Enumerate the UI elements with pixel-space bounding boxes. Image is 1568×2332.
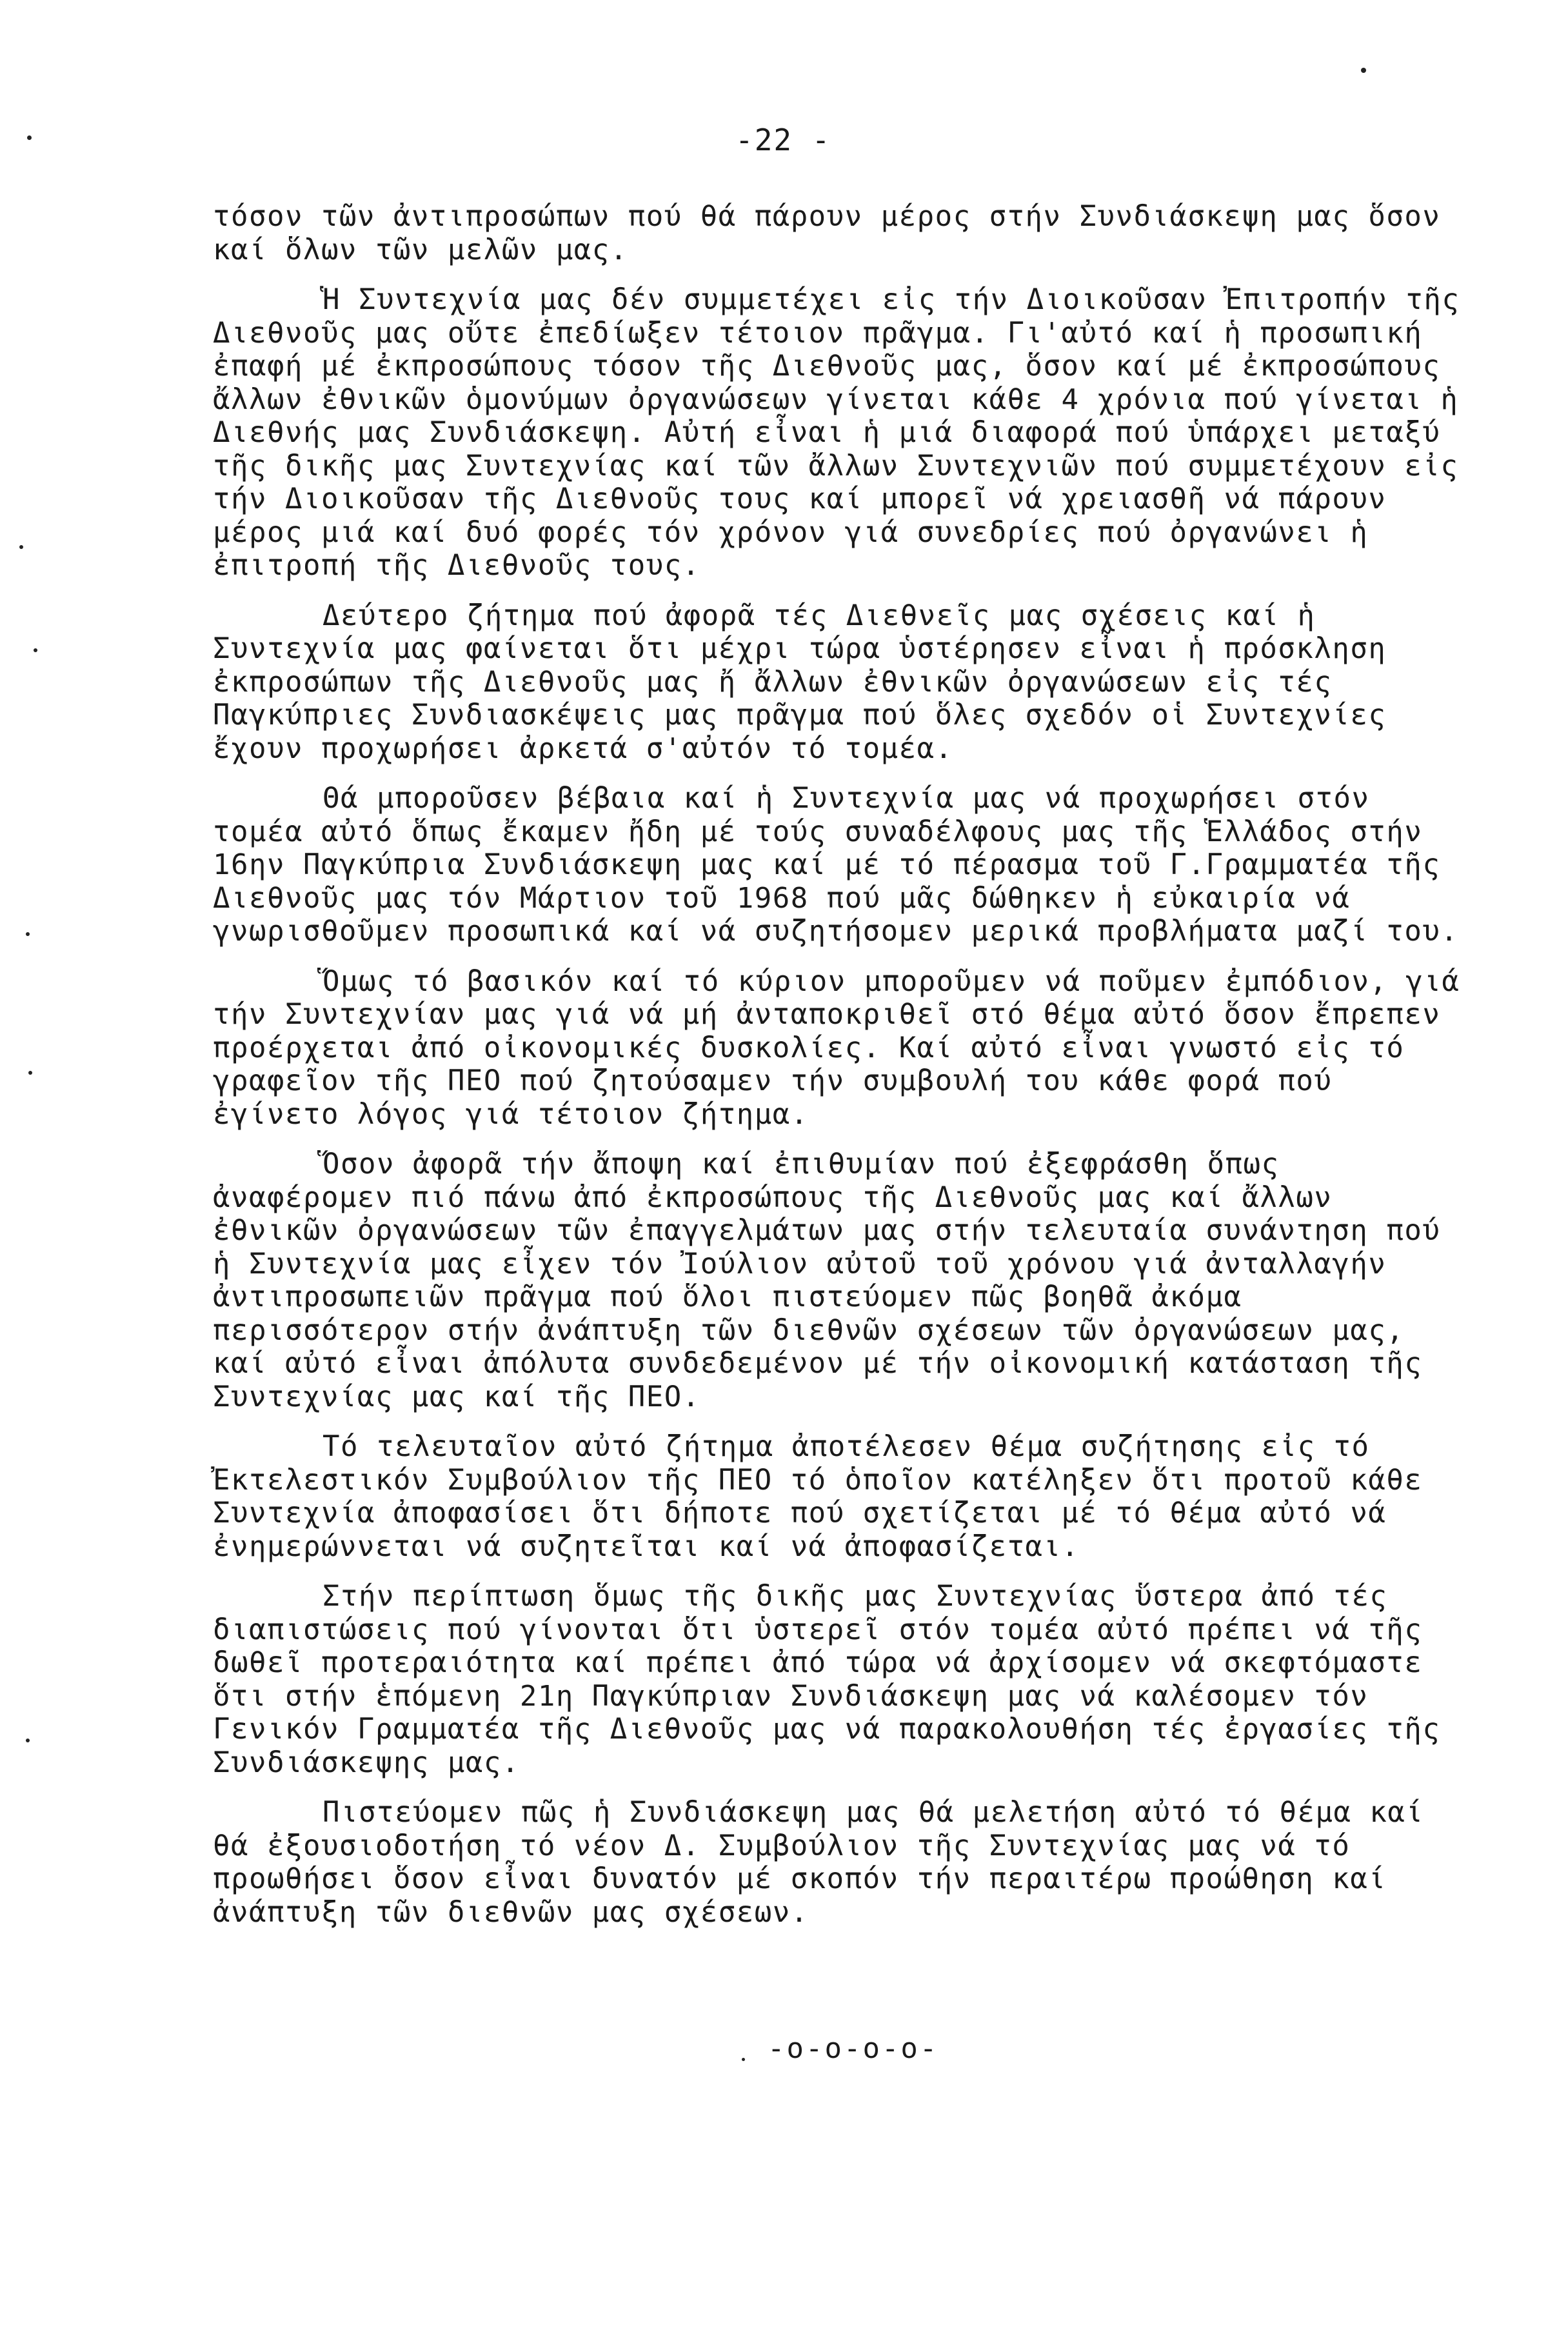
scan-speck	[27, 135, 32, 140]
end-mark: -o-o-o-o-	[768, 2032, 939, 2065]
scan-speck	[742, 2058, 745, 2061]
paragraph-6: Ὅσον ἀφορᾶ τήν ἄποψη καί ἐπιθυμίαν πού ἐξεφράσθη ὅπως ἀναφέρομεν πιό πάνω ἀπό ἐκπροσώπους τῆς Διεθνοῦς μας καί ἄλλων ἐθνικῶν ὀργανώσεων τῶν ἐπαγγελμάτων μας στήν τελευταία συνάντηση πού ἡ Συντεχνία μας εἶχεν τόν Ἰούλιον αὐτοῦ τοῦ χρόνου γιά ἀνταλλαγήν ἀντιπροσωπειῶν πρᾶγμα πού ὅλοι πιστεύομεν πῶς βοηθᾶ ἀκόμα περισσότερον στήν ἀνάπτυξη τῶν διεθνῶν σχέσεων τῶν ὀργανώσεων μας, καί αὐτό εἶναι ἀπόλυτα συνδεδεμένον μέ τήν οἰκονομική κατάσταση τῆς Συντεχνίας μας καί τῆς ΠΕΟ.	[213, 1148, 1441, 1413]
scan-speck	[1361, 68, 1366, 73]
scan-speck	[19, 545, 23, 549]
scan-speck	[34, 648, 37, 652]
paragraph-7: Τό τελευταῖον αὐτό ζήτημα ἀποτέλεσεν θέμα συζήτησης εἰς τό Ἐκτελεστικόν Συμβούλιον τῆς ΠΕΟ τό ὁποῖον κατέληξεν ὅτι προτοῦ κάθε Συντεχνία ἀποφασίσει ὅτι δήποτε πού σχετίζεται μέ τό θέμα αὐτό νά ἐνημερώννεται νά συζητεῖται καί νά ἀποφασίζεται.	[213, 1430, 1423, 1563]
paragraph-8: Στήν περίπτωση ὅμως τῆς δικῆς μας Συντεχνίας ὕστερα ἀπό τές διαπιστώσεις πού γίνονται ὅτι ὑστερεῖ στόν τομέα αὐτό πρέπει νά τῆς δωθεῖ προτεραιότητα καί πρέπει ἀπό τώρα νά ἀρχίσομεν νά σκεφτόμαστε ὅτι στήν ἑπόμενη 21η Παγκύπριαν Συνδιάσκεψη μας νά καλέσομεν τόν Γενικόν Γραμματέα τῆς Διεθνοῦς μας νά παρακολουθήση τές ἐργασίες τῆς Συνδιάσκεψης μας.	[213, 1580, 1441, 1779]
paragraph-2: Ἡ Συντεχνία μας δέν συμμετέχει εἰς τήν Διοικοῦσαν Ἐπιτροπήν τῆς Διεθνοῦς μας οὔτε ἐπεδίωξεν τέτοιον πρᾶγμα. Γι'αὐτό καί ἡ προσωπική ἐπαφή μέ ἐκπροσώπους τόσον τῆς Διεθνοῦς μας, ὅσον καί μέ ἐκπροσώπους ἄλλων ἐθνικῶν ὁμονύμων ὀργανώσεων γίνεται κάθε 4 χρόνια πού γίνεται ἡ Διεθνής μας Συνδιάσκεψη. Αὐτή εἶναι ἡ μιά διαφορά πού ὑπάρχει μεταξύ τῆς δικῆς μας Συντεχνίας καί τῶν ἄλλων Συντεχνιῶν πού συμμετέχουν εἰς τήν Διοικοῦσαν τῆς Διεθνοῦς τους καί μπορεῖ νά χρειασθῆ νά πάρουν μέρος μιά καί δυό φορές τόν χρόνον γιά συνεδρίες πού ὀργανώνει ἡ ἐπιτροπή τῆς Διεθνοῦς τους.	[213, 283, 1460, 582]
body-text	[213, 200, 1471, 1946]
paragraph-9: Πιστεύομεν πῶς ἡ Συνδιάσκεψη μας θά μελετήση αὐτό τό θέμα καί θά ἐξουσιοδοτήση τό νέον Δ. Συμβούλιον τῆς Συντεχνίας μας νά τό προωθήσει ὅσον εἶναι δυνατόν μέ σκοπόν τήν περαιτέρω προώθηση καί ἀνάπτυξη τῶν διεθνῶν μας σχέσεων.	[213, 1796, 1424, 1929]
paragraph-5: Ὅμως τό βασικόν καί τό κύριον μποροῦμεν νά ποῦμεν ἐμπόδιον, γιά τήν Συντεχνίαν μας γιά νά μή ἀνταποκριθεῖ στό θέμα αὐτό ὅσον ἔπρεπεν προέρχεται ἀπό οἰκονομικές δυσκολίες. Καί αὐτό εἶναι γνωστό εἰς τό γραφεῖον τῆς ΠΕΟ πού ζητούσαμεν τήν συμβουλή του κάθε φορά πού ἐγίνετο λόγος γιά τέτοιον ζήτημα.	[213, 964, 1460, 1131]
scan-speck	[26, 1739, 30, 1742]
page-number: -22 -	[735, 123, 831, 157]
scan-speck	[26, 932, 30, 936]
scan-speck	[28, 1071, 32, 1075]
paragraph-4: Θά μποροῦσεν βέβαια καί ἡ Συντεχνία μας νά προχωρήσει στόν τομέα αὐτό ὅπως ἔκαμεν ἤδη μέ τούς συναδέλφους μας τῆς Ἑλλάδος στήν 16ην Παγκύπρια Συνδιάσκεψη μας καί μέ τό πέρασμα τοῦ Γ.Γραμματέα τῆς Διεθνοῦς μας τόν Μάρτιον τοῦ 1968 πού μᾶς δώθηκεν ἡ εὐκαιρία νά γνωρισθοῦμεν προσωπικά καί νά συζητήσομεν μερικά προβλήματα μαζί του.	[213, 782, 1459, 948]
paragraph-1: τόσον τῶν ἀντιπροσώπων πού θά πάρουν μέρος στήν Συνδιάσκεψη μας ὅσον καί ὅλων τῶν μελῶν μας.	[213, 200, 1441, 266]
paragraph-3: Δεύτερο ζήτημα πού ἀφορᾶ τές Διεθνεῖς μας σχέσεις καί ἡ Συντεχνία μας φαίνεται ὅτι μέχρι τώρα ὑστέρησεν εἶναι ἡ πρόσκληση ἐκπροσώπων τῆς Διεθνοῦς μας ἤ ἄλλων ἐθνικῶν ὀργανώσεων εἰς τές Παγκύπριες Συνδιασκέψεις μας πρᾶγμα πού ὅλες σχεδόν οἱ Συντεχνίες ἔχουν προχωρήσει ἀρκετά σ'αὐτόν τό τομέα.	[213, 599, 1387, 765]
